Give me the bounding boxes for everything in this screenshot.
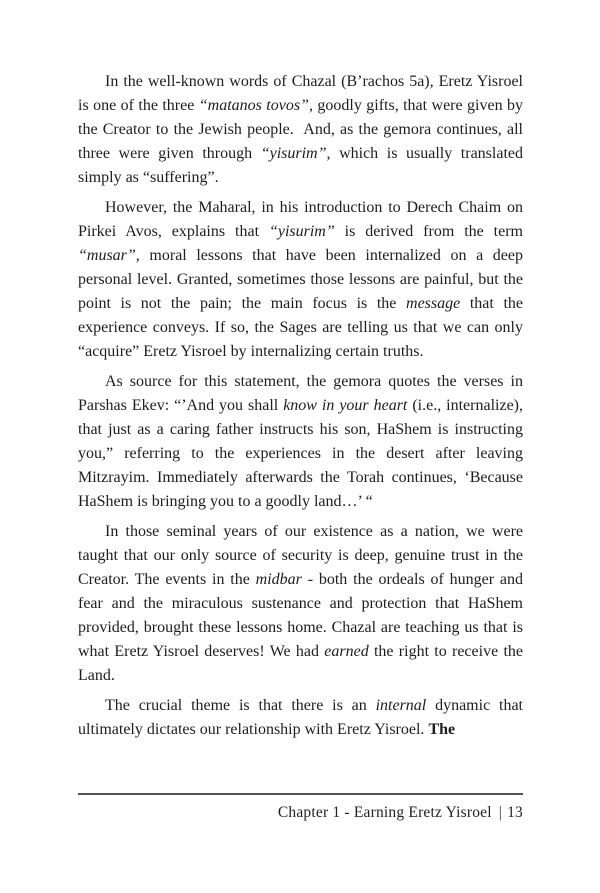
text-run: “matanos tovos”, — [198, 97, 313, 114]
text-run: the right to receive the Land. — [78, 643, 524, 684]
text-run: (i.e., internalize), that just as a caring father instructs his son, HaShem is instructing you,” referring to the experiences in the desert after leaving Mitzrayim. Immediately afterwards the Torah continues, ‘Because HaShem is bringing you to a goodly land…’ “ — [78, 397, 524, 510]
text-run: The — [428, 721, 456, 738]
text-run: know in your heart — [283, 397, 408, 414]
paragraph — [78, 370, 523, 514]
text-run: internal — [375, 697, 427, 714]
text-run: “yisurim”, — [260, 145, 331, 162]
text-run: In the well-known words of Chazal (B’rachos 5a), Eretz Yisroel is one of the three — [78, 73, 523, 114]
text-run: “musar”, — [78, 247, 140, 264]
footer-divider — [78, 793, 523, 795]
text-run: that the experience conveys. If so, the Sages are telling us that we can only “acquire” Eretz Yisroel by internalizing certain truths. — [78, 295, 523, 360]
text-run: dynamic that ultimately dictates our relationship with Eretz Yisroel. — [78, 697, 524, 738]
text-run: midbar — [255, 571, 302, 588]
text-run: The crucial theme is that there is an — [105, 697, 376, 714]
text-run: earned — [324, 643, 369, 660]
page-footer — [78, 801, 523, 825]
text-run: However, the Maharal, in his introduction to Derech Chaim on Pirkei Avos, explains that — [78, 199, 523, 240]
text-run: which is usually translated simply as “suffering”. — [78, 145, 523, 186]
paragraph — [78, 196, 523, 364]
footer-page-number: 13 — [507, 804, 523, 821]
text-run: As source for this statement, the gemora quotes the verses in Parshas Ekev: “’And you shall — [78, 373, 523, 414]
text-run: message — [406, 295, 461, 312]
text-run: In those seminal years of our existence as a nation, we were taught that our only source of security is deep, genuine trust in the Creator. The events in the — [78, 523, 523, 588]
text-run: “yisurim” — [268, 223, 335, 240]
paragraph — [78, 694, 523, 742]
text-run: goodly gifts, that were given by the Creator to the Jewish people. And, as the gemora continues, all three were given through — [78, 97, 523, 162]
body-text — [78, 70, 523, 748]
text-run: moral lessons that have been internalized on a deep personal level. Granted, sometimes those lessons are painful, but the point is not the pain; the main focus is the — [78, 247, 523, 312]
footer-separator: | — [498, 804, 503, 821]
text-run: - both the ordeals of hunger and fear and the miraculous sustenance and protection that HaShem provided, brought these lessons home. Chazal are teaching us that is what Eretz Yisroel deserves! We had — [78, 571, 524, 660]
text-run: is derived from the term — [334, 223, 523, 240]
paragraph — [78, 70, 523, 190]
paragraph — [78, 520, 523, 688]
footer-chapter-label: Chapter 1 - Earning Eretz Yisroel — [277, 804, 492, 821]
